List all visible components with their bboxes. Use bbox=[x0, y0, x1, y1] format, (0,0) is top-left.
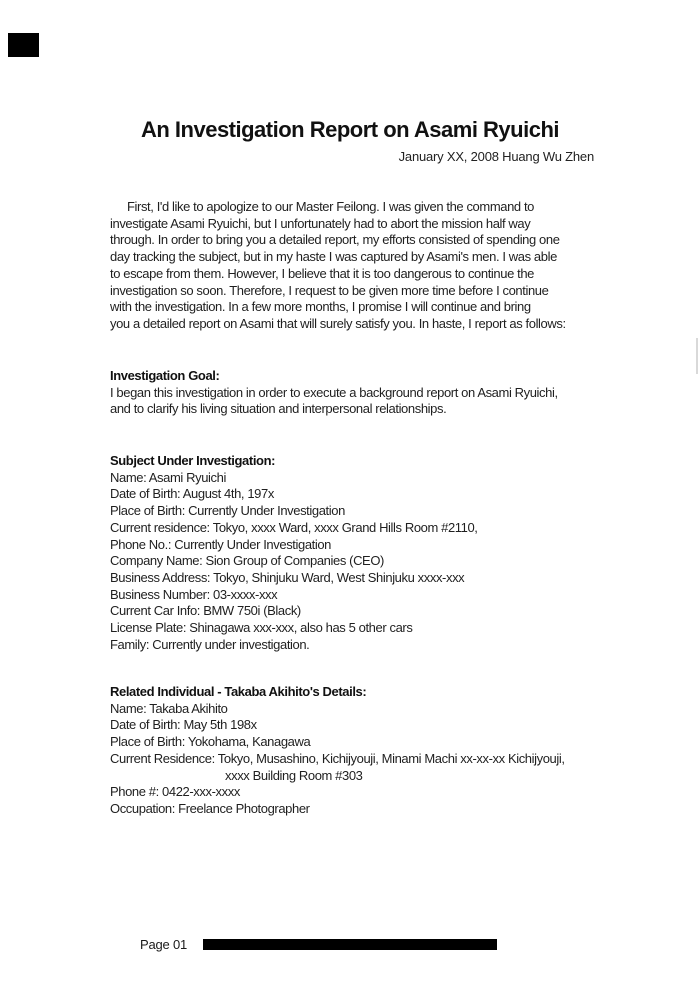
detail-line: Date of Birth: May 5th 198x bbox=[110, 717, 257, 733]
page-number-label: Page 01 bbox=[140, 937, 188, 952]
redaction-block bbox=[8, 33, 39, 57]
detail-line: Company Name: Sion Group of Companies (CEO) bbox=[110, 553, 384, 569]
paragraph-line: investigation so soon. Therefore, I request to be given more time before I continue bbox=[110, 282, 549, 298]
paragraph-line: day tracking the subject, but in my haste I was captured by Asami's men. I was able bbox=[110, 249, 557, 265]
report-title: An Investigation Report on Asami Ryuichi bbox=[140, 117, 559, 142]
detail-line: and to clarify his living situation and interpersonal relationships. bbox=[110, 401, 447, 417]
detail-line: Place of Birth: Yokohama, Kanagawa bbox=[110, 734, 311, 750]
section-heading: Investigation Goal: bbox=[110, 368, 220, 383]
detail-line: Current residence: Tokyo, xxxx Ward, xxxx Grand Hills Room #2110, bbox=[110, 519, 478, 535]
detail-line: Business Address: Tokyo, Shinjuku Ward, West Shinjuku xxxx-xxx bbox=[110, 569, 465, 585]
detail-line: Phone No.: Currently Under Investigation bbox=[110, 536, 332, 552]
detail-line: Business Number: 03-xxxx-xxx bbox=[110, 586, 278, 602]
paragraph-line: with the investigation. In a few more months, I promise I will continue and bring bbox=[110, 299, 531, 315]
section-subject-under-investigation bbox=[110, 453, 630, 653]
detail-line: Occupation: Freelance Photographer bbox=[110, 800, 310, 816]
paragraph-line: investigate Asami Ryuichi, but I unfortunately had to abort the mission half way bbox=[110, 215, 531, 231]
intro-paragraph bbox=[110, 199, 630, 333]
detail-line: Place of Birth: Currently Under Investigation bbox=[110, 503, 345, 519]
scan-edge-artifact bbox=[696, 338, 698, 374]
redaction-bar bbox=[203, 939, 497, 950]
detail-line: License Plate: Shinagawa xxx-xxx, also has 5 other cars bbox=[110, 620, 413, 636]
detail-line: Date of Birth: August 4th, 197x bbox=[110, 486, 274, 502]
section-heading: Subject Under Investigation: bbox=[110, 453, 276, 468]
paragraph-line: to escape from them. However, I believe that it is too dangerous to continue the bbox=[110, 265, 534, 281]
detail-line: I began this investigation in order to execute a background report on Asami Ryuichi, bbox=[110, 384, 558, 400]
paragraph-line: through. In order to bring you a detailed report, my efforts consisted of spending one bbox=[110, 232, 560, 248]
detail-line: Current Car Info: BMW 750i (Black) bbox=[110, 603, 301, 619]
detail-line: Phone #: 0422-xxx-xxxx bbox=[110, 784, 240, 800]
paragraph-line: you a detailed report on Asami that will surely satisfy you. In haste, I report as follows: bbox=[110, 315, 566, 331]
detail-line: Name: Takaba Akihito bbox=[110, 700, 228, 716]
detail-line: Family: Currently under investigation. bbox=[110, 636, 310, 652]
paragraph-line: First, I'd like to apologize to our Master Feilong. I was given the command to bbox=[127, 199, 534, 214]
section-related-individual bbox=[110, 684, 630, 818]
section-investigation-goal bbox=[110, 368, 630, 418]
section-heading: Related Individual - Takaba Akihito's Details: bbox=[110, 684, 367, 699]
detail-line: xxxx Building Room #303 bbox=[225, 767, 363, 783]
detail-line: Name: Asami Ryuichi bbox=[110, 469, 226, 485]
report-byline: January XX, 2008 Huang Wu Zhen bbox=[398, 149, 594, 164]
detail-line: Current Residence: Tokyo, Musashino, Kichijyouji, Minami Machi xx-xx-xx Kichijyouji, bbox=[110, 750, 565, 766]
